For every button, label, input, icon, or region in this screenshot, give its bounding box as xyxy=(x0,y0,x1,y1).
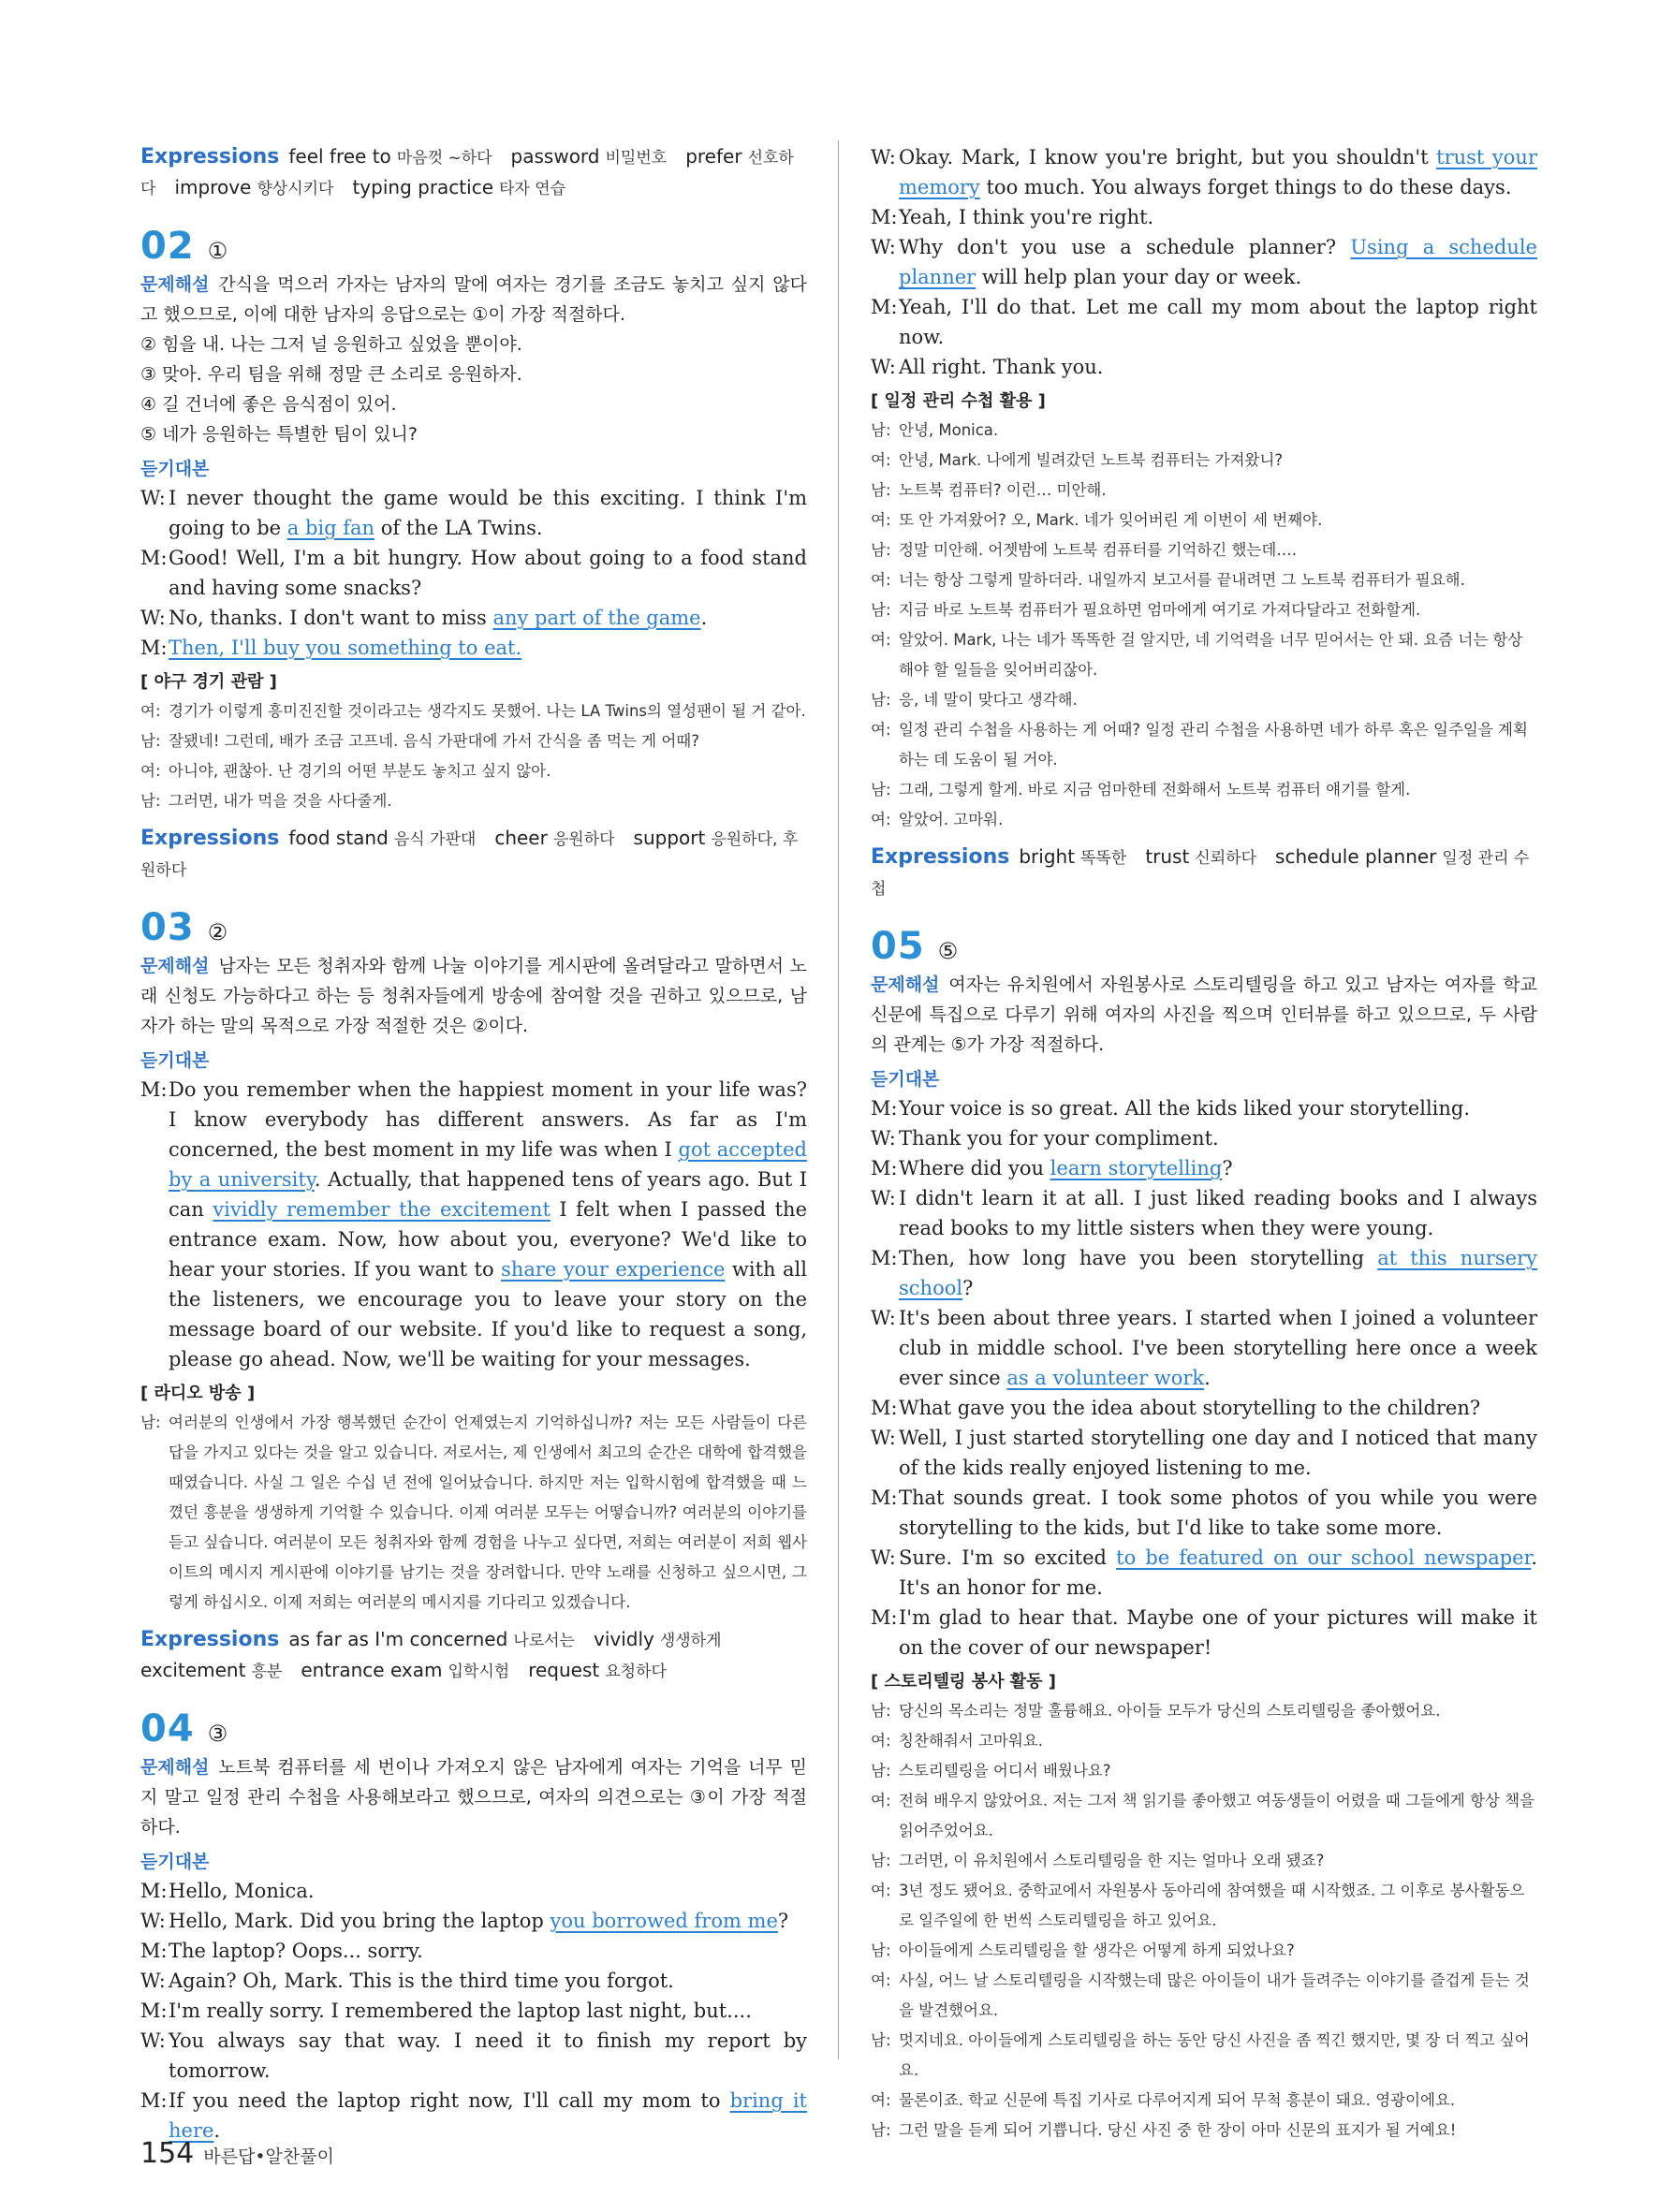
speaker: 여: xyxy=(871,721,891,739)
option-2: ② 힘을 내. 나는 그저 널 응원하고 싶었을 뿐이야. xyxy=(140,334,522,355)
speaker: 여: xyxy=(871,2091,891,2109)
line-text: I never thought the game would be this exciting. I think I'm going to be xyxy=(169,487,807,539)
speaker: W: xyxy=(140,2029,166,2052)
translation-text: 3년 정도 됐어요. 중학교에서 자원봉사 동아리에 참여했을 때 시작했죠. 그 이후로 봉사활동으로 일주일에 한 번씩 스토리텔링을 하고 있어요. xyxy=(899,1882,1525,1929)
translation-text: 사실, 어느 날 스토리텔링을 시작했는데 많은 아이들이 내가 들려주는 이야기를 즐겁게 듣는 것을 발견했어요. xyxy=(899,1971,1530,2019)
line-text: The laptop? Oops... sorry. xyxy=(169,1940,423,1962)
explanation-label: 문제해설 xyxy=(140,956,210,976)
translation-line xyxy=(871,1756,1537,1786)
expression-gloss: 비밀번호 xyxy=(605,149,668,168)
dialogue-line xyxy=(871,1423,1537,1483)
translation-line xyxy=(871,565,1537,595)
speaker: 여: xyxy=(140,702,161,720)
explanation-text: 여자는 유치원에서 자원봉사로 스토리텔링을 하고 있고 남자는 여자를 학교 신문에 특집으로 다루기 위해 여자의 사진을 찍으며 인터뷰를 하고 있으므로, 두 사람의 관계는 ⑤가 가장 적절하다. xyxy=(871,974,1537,1055)
expression-gloss: 일정 관리 수첩 xyxy=(871,849,1530,899)
speaker: 남: xyxy=(871,601,891,619)
segment-text: . Actually, that happened tens of years ago. But I can xyxy=(169,1168,808,1221)
translation-text: 그래, 그렇게 할게. 바로 지금 엄마한테 전화해서 노트북 컴퓨터 얘기를 할게. xyxy=(899,781,1411,798)
dialogue-line xyxy=(871,1303,1537,1393)
speaker: 남: xyxy=(871,481,891,499)
line-text: Hello, Mark. Did you bring the laptop xyxy=(169,1910,551,1932)
option-3: ③ 맞아. 우리 팀을 위해 정말 큰 소리로 응원하자. xyxy=(140,364,522,385)
question-03-header xyxy=(140,906,807,951)
key-phrase: learn storytelling xyxy=(1050,1157,1223,1179)
line-text: . xyxy=(700,607,708,629)
translation-text: 칭찬해줘서 고마워요. xyxy=(899,1732,1043,1750)
expression-term: password xyxy=(510,145,600,168)
key-phrase: as a volunteer work xyxy=(1006,1367,1205,1389)
speaker: 여: xyxy=(871,1732,891,1750)
line-text: . It's an honor for me. xyxy=(899,1546,1538,1599)
expression-term: as far as I'm concerned xyxy=(288,1628,508,1650)
line-text: Hello, Monica. xyxy=(169,1880,315,1902)
speaker: 여: xyxy=(871,811,891,828)
line-text: I'm really sorry. I remembered the laptop last night, but.... xyxy=(169,2000,752,2022)
speaker: M: xyxy=(140,1940,168,1962)
option-4: ④ 길 건너에 좋은 음식점이 있어. xyxy=(140,394,397,415)
question-number: 05 xyxy=(871,925,925,968)
speaker: 남: xyxy=(871,2121,891,2139)
expression-term: feel free to xyxy=(288,145,391,168)
line-text: . xyxy=(1204,1367,1211,1389)
line-text: You always say that way. I need it to finish my report by tomorrow. xyxy=(169,2029,807,2082)
dialogue-line xyxy=(871,1093,1537,1123)
expressions-label: Expressions xyxy=(140,1628,280,1651)
speaker: W: xyxy=(871,1127,896,1150)
speaker: M: xyxy=(140,637,168,659)
translation-line xyxy=(871,715,1537,775)
translation-text: 그러면, 내가 먹을 것을 사다줄게. xyxy=(169,792,392,810)
line-text: Good! Well, I'm a bit hungry. How about going to a food stand and having some snacks? xyxy=(169,547,807,599)
monologue-text xyxy=(169,1078,807,1370)
line-text: I didn't learn it at all. I just liked reading books and I always read books to my little sisters when they were young. xyxy=(899,1187,1537,1239)
expression-term: cheer xyxy=(494,827,548,849)
explanation-text: 남자는 모든 청취자와 함께 나눌 이야기를 게시판에 올려달라고 말하면서 노래 신청도 가능하다고 하는 등 청취자들에게 방송에 참여할 것을 권하고 있으므로, 남자가 하는 말의 목적으로 가장 적절한 것은 ②이다. xyxy=(140,956,807,1036)
column-divider xyxy=(838,140,839,2059)
translation-line xyxy=(871,535,1537,565)
line-text: That sounds great. I took some photos of you while you were storytelling to the kids, but I'd like to take some more. xyxy=(899,1487,1537,1539)
speaker: 여: xyxy=(871,571,891,589)
line-text: ? xyxy=(777,1910,789,1932)
translation-line xyxy=(140,786,807,816)
translation-text: 당신의 목소리는 정말 훌륭해요. 아이들 모두가 당신의 스토리텔링을 좋아했어요. xyxy=(899,1702,1441,1720)
line-text: Yeah, I'll do that. Let me call my mom about the laptop right now. xyxy=(899,296,1537,348)
translation-title: [ 스토리텔링 봉사 활동 ] xyxy=(871,1672,1057,1692)
key-phrase: trust your memory xyxy=(899,146,1537,198)
dialogue-line xyxy=(140,2026,807,2086)
translation xyxy=(140,696,807,816)
line-text: ? xyxy=(962,1277,974,1299)
explanation xyxy=(140,270,807,330)
expression-gloss: 입학시험 xyxy=(448,1663,510,1681)
expression-term: vividly xyxy=(593,1628,654,1650)
left-column xyxy=(140,142,807,2146)
dialogue xyxy=(140,1876,807,2146)
explanation-text: 간식을 먹으러 가자는 남자의 말에 여자는 경기를 조금도 놓치고 싶지 않다고 했으므로, 이에 대한 남자의 응답으로는 ①이 가장 적절하다. xyxy=(140,274,807,325)
translation-line xyxy=(140,696,807,726)
answer-mark: ⑤ xyxy=(937,938,959,964)
expression-term: excitement xyxy=(140,1659,246,1681)
line-text: will help plan your day or week. xyxy=(976,266,1302,288)
translation-line xyxy=(871,1726,1537,1756)
dialogue-line xyxy=(871,1123,1537,1153)
speaker: 남: xyxy=(871,1702,891,1720)
question-02-header xyxy=(140,225,807,270)
dialogue xyxy=(140,483,807,663)
speaker: M: xyxy=(140,2000,168,2022)
question-05-header xyxy=(871,925,1537,970)
dialogue-continued xyxy=(871,142,1537,382)
speaker: 여: xyxy=(871,1882,891,1899)
dialogue-line xyxy=(140,633,807,663)
expressions-label: Expressions xyxy=(140,827,280,850)
expressions xyxy=(140,824,807,886)
speaker: W: xyxy=(140,607,166,629)
key-phrase: a big fan xyxy=(286,517,375,539)
expression-term: support xyxy=(633,827,706,849)
expressions xyxy=(140,1625,807,1687)
translation-text: 안녕, Mark. 나에게 빌려갔던 노트북 컴퓨터는 가져왔니? xyxy=(899,451,1284,469)
line-text: No, thanks. I don't want to miss xyxy=(169,607,493,629)
key-phrase: vividly remember the excitement xyxy=(213,1198,551,1221)
expression-term: entrance exam xyxy=(301,1659,443,1681)
expression-gloss: 생생하게 xyxy=(659,1632,722,1650)
speaker: 남: xyxy=(871,1762,891,1780)
translation-text: 멋지네요. 아이들에게 스토리텔링을 하는 동안 당신 사진을 좀 찍긴 했지만, 몇 장 더 찍고 싶어요. xyxy=(899,2031,1530,2079)
option-5: ⑤ 네가 응원하는 특별한 팀이 있니? xyxy=(140,424,418,445)
line-text: of the LA Twins. xyxy=(374,517,543,539)
expression-gloss: 똑똑한 xyxy=(1080,849,1127,868)
translation-text: 잘됐네! 그런데, 배가 조금 고프네. 음식 가판대에 가서 간식을 좀 먹는 게 어때? xyxy=(169,732,699,750)
expression-term: schedule planner xyxy=(1275,845,1437,868)
speaker: 남: xyxy=(140,1414,161,1431)
translation-line xyxy=(871,1876,1537,1936)
translation-line xyxy=(871,1696,1537,1726)
speaker: 여: xyxy=(871,511,891,529)
translation-line xyxy=(871,625,1537,685)
speaker: M: xyxy=(871,1157,898,1179)
dialogue-line xyxy=(871,352,1537,382)
key-phrase: you borrowed from me xyxy=(550,1910,778,1932)
book-title: 바른답•알찬풀이 xyxy=(203,2146,334,2167)
translation-title: [ 라디오 방송 ] xyxy=(140,1384,256,1403)
key-phrase: at this nursery school xyxy=(899,1247,1537,1299)
dialogue-line xyxy=(140,483,807,543)
expression-gloss: 선호하다 xyxy=(140,149,794,198)
explanation-label: 문제해설 xyxy=(140,1757,210,1778)
speaker: M: xyxy=(871,1487,898,1509)
expression-gloss: 나로서는 xyxy=(513,1632,575,1650)
speaker: M: xyxy=(140,1078,168,1101)
translation xyxy=(140,1408,807,1618)
expression-gloss: 응원하다 xyxy=(552,830,615,849)
line-text: I'm glad to hear that. Maybe one of your pictures will make it on the cover of our newspaper! xyxy=(899,1606,1537,1659)
question-number: 04 xyxy=(140,1707,195,1751)
key-phrase: to be featured on our school newspaper xyxy=(1116,1546,1532,1569)
dialogue-line xyxy=(871,142,1537,202)
script-label: 듣기대본 xyxy=(140,1050,210,1071)
line-text: Again? Oh, Mark. This is the third time you forgot. xyxy=(169,1970,674,1992)
speaker: W: xyxy=(871,356,896,378)
speaker: 남: xyxy=(871,421,891,439)
translation-text: 그러면, 이 유치원에서 스토리텔링을 한 지는 얼마나 오래 됐죠? xyxy=(899,1852,1325,1869)
translation-text: 스토리텔링을 어디서 배웠나요? xyxy=(899,1762,1111,1780)
expressions-top xyxy=(140,142,807,204)
dialogue-line xyxy=(140,1906,807,1936)
translation-text: 너는 항상 그렇게 말하더라. 내일까지 보고서를 끝내려면 그 노트북 컴퓨터가 필요해. xyxy=(899,571,1465,589)
speaker: 남: xyxy=(871,781,891,798)
speaker: 여: xyxy=(871,631,891,649)
line-text: Thank you for your compliment. xyxy=(899,1127,1219,1150)
explanation-text: 노트북 컴퓨터를 세 번이나 가져오지 않은 남자에게 여자는 기억을 너무 믿지 말고 일정 관리 수첩을 사용해보라고 했으므로, 여자의 의견으로는 ③이 가장 적절하다. xyxy=(140,1757,807,1838)
speaker: M: xyxy=(140,547,168,569)
dialogue-line xyxy=(140,543,807,603)
speaker: W: xyxy=(140,1970,166,1992)
speaker: 여: xyxy=(140,762,161,780)
speaker: W: xyxy=(871,146,896,168)
translation-line xyxy=(871,1936,1537,1966)
translation-text: 아이들에게 스토리텔링을 할 생각은 어떻게 하게 되었나요? xyxy=(899,1941,1295,1959)
expression-gloss: 흥분 xyxy=(251,1663,283,1681)
key-phrase: got accepted by a university xyxy=(169,1138,807,1191)
translation-line xyxy=(871,2086,1537,2116)
translation-line xyxy=(871,1786,1537,1846)
question-number: 03 xyxy=(140,906,195,949)
translation-text: 또 안 가져왔어? 오, Mark. 네가 잊어버린 게 이번이 세 번째야. xyxy=(899,511,1323,529)
script-label: 듣기대본 xyxy=(140,459,210,479)
speaker: 남: xyxy=(871,691,891,709)
segment-text: Do you remember when the happiest moment in your life was? I know everybody has different answers. As far as I'm concerned, the best moment in my life was when I xyxy=(169,1078,807,1161)
expression-term: improve xyxy=(174,176,252,198)
translation-line xyxy=(871,1966,1537,2026)
script-label: 듣기대본 xyxy=(140,1852,210,1872)
expressions xyxy=(871,842,1537,904)
expression-term: bright xyxy=(1019,845,1076,868)
expression-term: request xyxy=(528,1659,600,1681)
expression-gloss: 요청하다 xyxy=(605,1663,667,1681)
expression-term: prefer xyxy=(685,145,742,168)
expression-gloss: 음식 가판대 xyxy=(393,830,477,849)
translation xyxy=(871,416,1537,835)
dialogue-line xyxy=(871,1183,1537,1243)
segment-text: I felt when I passed the entrance exam. Now, how about you, everyone? We'd like to hear your stories. If you want to xyxy=(169,1198,807,1281)
speaker: M: xyxy=(140,2089,168,2112)
speaker: 남: xyxy=(871,2031,891,2049)
expressions-label: Expressions xyxy=(871,845,1010,869)
answer-mark: ③ xyxy=(207,1721,228,1747)
dialogue-line xyxy=(871,1483,1537,1543)
dialogue-line xyxy=(871,1153,1537,1183)
translation-line xyxy=(871,505,1537,535)
translation-text: 여러분의 인생에서 가장 행복했던 순간이 언제였는지 기억하십니까? 저는 모든 사람들이 다른 답을 가지고 있다는 것을 알고 있습니다. 저로서는, 제 인생에서 최고의 순간은 대학에 합격했을 때였습니다. 사실 그 일은 수십 년 전에 일어났습니다. 하지만 저는 입학시험에 합격했을 때 느꼈던 흥분을 생생하게 기억할 수 있습니다. 이제 여러분 모두는 어떻습니까? 여러분의 이야기를 듣고 싶습니다. 여러분이 모든 청취자와 함께 경험을 나누고 싶다면, 저희는 여러분이 저희 웹사이트의 메시지 게시판에 이야기를 남기는 것을 장려합니다. 만약 노래를 신청하고 싶으시면, 그렇게 하십시오. 이제 저희는 여러분의 메시지를 기다리고 있겠습니다. xyxy=(169,1414,807,1611)
translation-line xyxy=(871,2026,1537,2086)
translation-text: 일정 관리 수첩을 사용하는 게 어때? 일정 관리 수첩을 사용하면 네가 하루 혹은 일주일을 계획하는 데 도움이 될 거야. xyxy=(899,721,1528,769)
speaker: M: xyxy=(140,1880,168,1902)
line-text: Then, how long have you been storytelling xyxy=(899,1247,1378,1269)
translation-text: 알았어. Mark, 나는 네가 똑똑한 걸 알지만, 네 기억력을 너무 믿어서는 안 돼. 요즘 너는 항상 해야 할 일들을 잊어버리잖아. xyxy=(899,631,1523,679)
dialogue-line xyxy=(871,1543,1537,1603)
speaker: W: xyxy=(871,1427,896,1449)
translation-text: 물론이죠. 학교 신문에 특집 기사로 다루어지게 되어 무척 흥분이 돼요. 영광이에요. xyxy=(899,2091,1456,2109)
line-text: It's been about three years. I started when I joined a volunteer club in middle school. I've been storytelling here once a week ever since xyxy=(899,1307,1537,1389)
translation-text: 경기가 이렇게 흥미진진할 것이라고는 생각지도 못했어. 나는 LA Twins의 열성팬이 될 거 같아. xyxy=(169,702,806,720)
translation-line xyxy=(871,446,1537,476)
line-text: Okay. Mark, I know you're bright, but you shouldn't xyxy=(899,146,1437,168)
key-phrase: share your experience xyxy=(501,1258,726,1281)
key-phrase: Then, I'll buy you something to eat. xyxy=(169,637,522,659)
explanation-label: 문제해설 xyxy=(140,274,210,295)
speaker: 여: xyxy=(871,1792,891,1809)
dialogue-line xyxy=(140,1996,807,2026)
segment-text: with all the listeners, we encourage you to leave your story on the message board of our website. If you'd like to request a song, please go ahead. Now, we'll be waiting for your messages. xyxy=(169,1258,807,1370)
answer-mark: ① xyxy=(207,238,228,264)
question-04-header xyxy=(140,1707,807,1752)
line-text: . xyxy=(213,2119,221,2142)
right-column xyxy=(871,142,1537,2146)
translation-text: 안녕, Monica. xyxy=(899,421,999,439)
speaker: W: xyxy=(140,1910,166,1932)
monologue xyxy=(140,1075,807,1374)
speaker: 여: xyxy=(871,451,891,469)
question-number: 02 xyxy=(140,225,195,268)
speaker: M: xyxy=(871,1097,898,1120)
speaker: 남: xyxy=(140,732,161,750)
speaker: W: xyxy=(871,1546,896,1569)
speaker: 남: xyxy=(871,1852,891,1869)
line-text: Where did you xyxy=(899,1157,1050,1179)
line-text: ? xyxy=(1222,1157,1233,1179)
script-label: 듣기대본 xyxy=(871,1069,940,1090)
explanation xyxy=(140,1752,807,1842)
speaker: 남: xyxy=(140,792,161,810)
dialogue-line xyxy=(871,1603,1537,1663)
speaker: M: xyxy=(871,206,898,228)
explanation xyxy=(140,951,807,1041)
explanation xyxy=(871,970,1537,1060)
translation-line xyxy=(871,416,1537,446)
dialogue-line xyxy=(871,1243,1537,1303)
speaker: M: xyxy=(871,1606,898,1629)
line-text: Yeah, I think you're right. xyxy=(899,206,1154,228)
expression-gloss: 마음껏 ~하다 xyxy=(396,149,492,168)
explanation-label: 문제해설 xyxy=(871,974,940,995)
line-text: If you need the laptop right now, I'll call my mom to xyxy=(169,2089,730,2112)
speaker: W: xyxy=(871,1187,896,1209)
dialogue-line xyxy=(871,202,1537,232)
translation-line xyxy=(140,726,807,756)
translation-line xyxy=(871,595,1537,625)
speaker: W: xyxy=(871,1307,896,1329)
translation-text: 그런 말을 듣게 되어 기쁩니다. 당신 사진 중 한 장이 아마 신문의 표지가 될 거예요! xyxy=(899,2121,1457,2139)
speaker: M: xyxy=(871,1247,898,1269)
line-text: too much. You always forget things to do these days. xyxy=(979,176,1512,198)
translation-text: 정말 미안해. 어젯밤에 노트북 컴퓨터를 기억하긴 했는데…. xyxy=(899,541,1298,559)
expression-term: food stand xyxy=(288,827,389,849)
dialogue-line xyxy=(871,232,1537,292)
expressions-label: Expressions xyxy=(140,145,280,168)
key-phrase: Using a schedule planner xyxy=(899,236,1537,288)
translation-line xyxy=(871,805,1537,835)
translation-line xyxy=(871,476,1537,505)
speaker: W: xyxy=(140,487,166,509)
speaker: 남: xyxy=(871,1941,891,1959)
line-text: Why don't you use a schedule planner? xyxy=(899,236,1351,258)
expression-term: trust xyxy=(1145,845,1190,868)
speaker: M: xyxy=(871,296,898,318)
translation-text: 알았어. 고마워. xyxy=(899,811,1004,828)
dialogue-line xyxy=(140,603,807,633)
expression-gloss: 신뢰하다 xyxy=(1195,849,1257,868)
dialogue-line xyxy=(871,292,1537,352)
key-phrase: bring it here xyxy=(169,2089,808,2142)
translation-line xyxy=(871,775,1537,805)
line-text: What gave you the idea about storytelling to the children? xyxy=(899,1397,1481,1419)
key-phrase: any part of the game xyxy=(492,607,701,629)
dialogue-line xyxy=(140,1876,807,1906)
expression-gloss: 응원하다, 후원하다 xyxy=(140,830,799,880)
page-number: 154 xyxy=(140,2137,195,2170)
translation-text: 노트북 컴퓨터? 이런… 미안해. xyxy=(899,481,1107,499)
translation-line xyxy=(871,685,1537,715)
expression-term: typing practice xyxy=(352,176,493,198)
line-text: Your voice is so great. All the kids liked your storytelling. xyxy=(899,1097,1471,1120)
dialogue-line xyxy=(140,1966,807,1996)
dialogue xyxy=(871,1093,1537,1663)
translation-text: 전혀 배우지 않았어요. 저는 그저 책 읽기를 좋아했고 여동생들이 어렸을 때 그들에게 항상 책을 읽어주었어요. xyxy=(899,1792,1535,1839)
dialogue-line xyxy=(140,1936,807,1966)
page-footer xyxy=(140,2137,334,2170)
translation-text: 응, 네 말이 맞다고 생각해. xyxy=(899,691,1078,709)
translation-line xyxy=(871,1846,1537,1876)
expression-gloss: 향상시키다 xyxy=(257,180,334,198)
translation-title: [ 일정 관리 수첩 활용 ] xyxy=(871,391,1046,411)
line-text: Sure. I'm so excited xyxy=(899,1546,1117,1569)
dialogue-line xyxy=(871,1393,1537,1423)
expression-gloss: 타자 연습 xyxy=(499,180,566,198)
line-text: Well, I just started storytelling one day and I noticed that many of the kids really enjoyed listening to me. xyxy=(899,1427,1537,1479)
translation-line xyxy=(871,2116,1537,2146)
speaker: W: xyxy=(871,236,896,258)
speaker: 남: xyxy=(871,541,891,559)
translation-title: [ 야구 경기 관람 ] xyxy=(140,672,277,692)
translation-text: 지금 바로 노트북 컴퓨터가 필요하면 엄마에게 여기로 가져다달라고 전화할게. xyxy=(899,601,1421,619)
speaker: M: xyxy=(871,1397,898,1419)
line-text: All right. Thank you. xyxy=(899,356,1104,378)
speaker: 여: xyxy=(871,1971,891,1989)
translation xyxy=(871,1696,1537,2146)
answer-mark: ② xyxy=(207,919,228,945)
translation-line xyxy=(140,756,807,786)
translation-text: 아니야, 괜찮아. 난 경기의 어떤 부분도 놓치고 싶지 않아. xyxy=(169,762,551,780)
